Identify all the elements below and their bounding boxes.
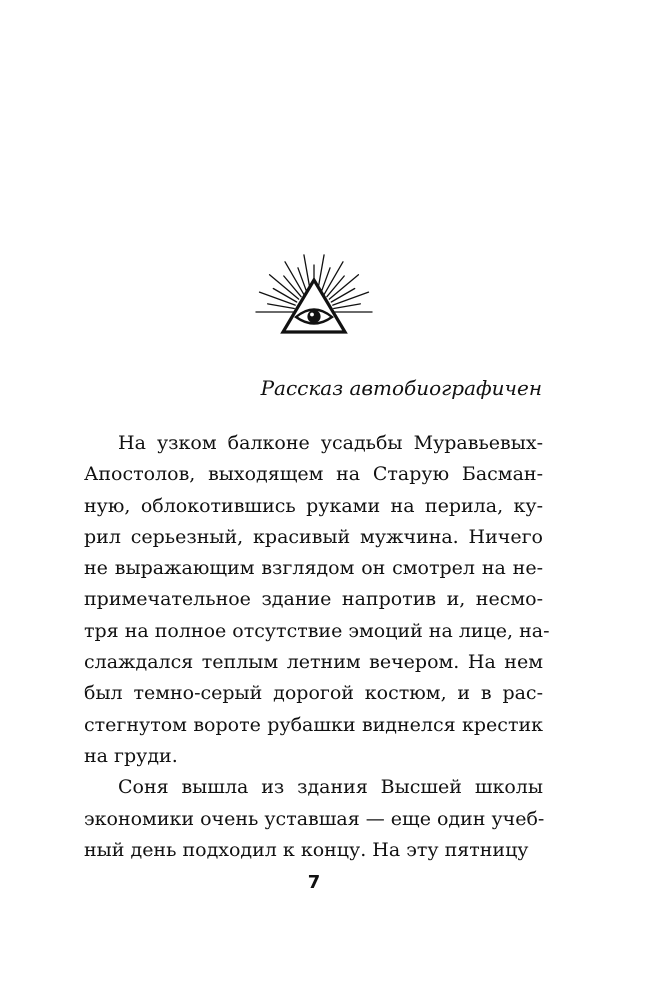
text-line: слаждался теплым летним вечером. На нем [84, 651, 543, 674]
epigraph: Рассказ автобиографичен [260, 376, 542, 400]
ornament-ray [321, 268, 330, 293]
ornament-ray [268, 304, 295, 309]
body-text [84, 428, 550, 866]
text-line: на груди. [84, 744, 178, 767]
text-line: рил серьезный, красивый мужчина. Ничего [84, 525, 543, 548]
ornament-ray [298, 268, 307, 293]
ornament-ray [334, 304, 361, 309]
paragraph [84, 428, 550, 772]
text-line: стегнутом вороте рубашки виднелся крестик [84, 713, 543, 736]
eye-in-triangle-icon [254, 246, 374, 346]
text-line: примечательное здание напротив и, несмо- [84, 588, 543, 611]
text-line: Соня вышла из здания Высшей школы [118, 776, 543, 799]
paragraph [84, 772, 543, 866]
text-line: На узком балконе усадьбы Муравьевых- [118, 432, 543, 454]
text-line: Апостолов, выходящем на Старую Басман- [84, 463, 543, 486]
text-line: был темно-серый дорогой костюм, и в рас- [84, 682, 543, 705]
text-line: ную, облокотившись руками на перила, ку- [84, 494, 543, 517]
text-line: не выражающим взглядом он смотрел на не- [84, 557, 543, 580]
text-line: экономики очень уставшая — еще один учеб- [84, 807, 545, 830]
text-line: ный день подходил к концу. На эту пятницу [84, 838, 529, 861]
page-number: 7 [307, 872, 321, 893]
text-line: тря на полное отсутствие эмоций на лице, на- [84, 619, 550, 642]
